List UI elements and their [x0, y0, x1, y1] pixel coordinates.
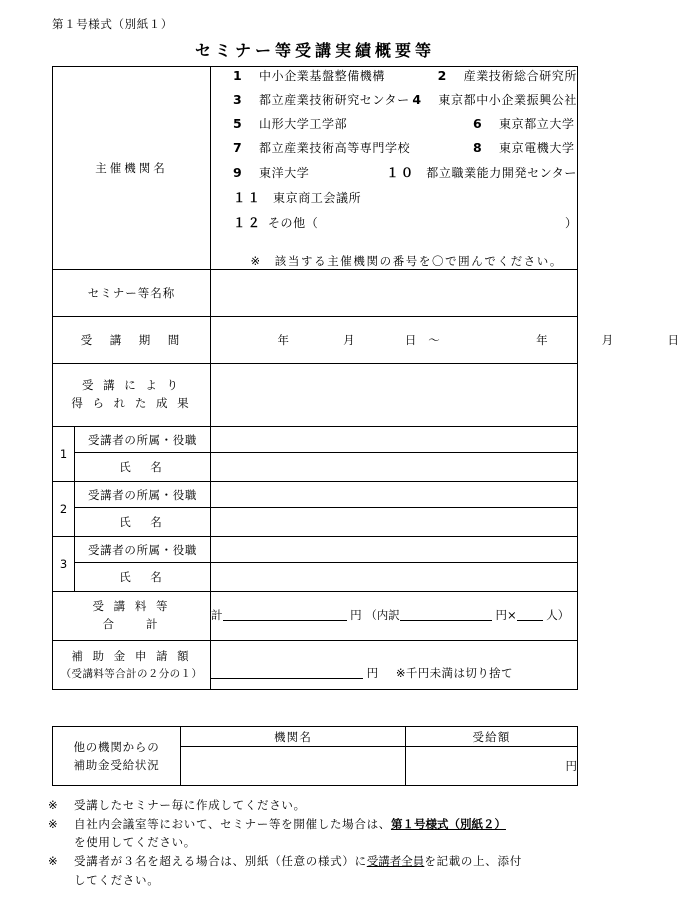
outcome-value[interactable]	[211, 364, 578, 427]
organizer-name: 都立職業能力開発センター	[426, 166, 577, 180]
participant-1-affiliation-value[interactable]	[211, 427, 578, 453]
participant-3-affiliation-value[interactable]	[211, 537, 578, 563]
footnote-3-emphasis: 受講者全員	[366, 853, 425, 868]
period-value[interactable]	[211, 317, 679, 364]
participant-1-name-value[interactable]	[211, 453, 578, 482]
organizer-row	[233, 139, 577, 156]
participant-3-name-label: 氏 名	[75, 563, 211, 592]
fee-label-line1: 受 講 料 等	[92, 599, 171, 614]
main-form-table	[52, 66, 679, 690]
organizer-option-9[interactable]	[233, 164, 386, 181]
footnote-3-text-b: を記載の上、添付	[424, 853, 522, 868]
organizer-number: １０	[386, 165, 416, 180]
participant-2-affiliation-value[interactable]	[211, 482, 578, 508]
footnote-2-emphasis: 第１号様式（別紙２）	[390, 816, 506, 831]
fee-breakdown-open: （内訳	[365, 608, 400, 623]
other-subsidy-col-org-header: 機関名	[181, 727, 406, 747]
organizer-name: 東京電機大学	[499, 141, 575, 155]
other-subsidy-header-row	[53, 727, 578, 747]
organizer-name: 都立産業技術研究センター	[259, 93, 410, 107]
organizer-row	[233, 115, 577, 132]
period-label: 受 講 期 間	[53, 317, 211, 364]
organizer-number: 2	[437, 68, 449, 83]
organizer-number: 8	[473, 140, 484, 155]
other-subsidy-label	[53, 727, 181, 786]
outcome-label-line2: 得 ら れ た 成 果	[71, 396, 192, 410]
subsidy-value-cell[interactable]	[211, 641, 578, 690]
other-subsidy-org-value[interactable]	[181, 747, 406, 786]
outcome-label-line1: 受 講 に よ り	[81, 378, 182, 393]
organizer-options-cell	[211, 67, 578, 270]
fee-label-line2: 合 計	[102, 617, 161, 631]
seminar-name-label: セミナー等名称	[53, 270, 211, 317]
fee-total-input[interactable]	[223, 607, 347, 621]
document-title: セミナー等受講実績概要等	[194, 41, 435, 60]
organizer-name: 山形大学工学部	[259, 117, 348, 131]
organizer-option-8[interactable]	[473, 139, 575, 156]
organizer-number: 5	[233, 116, 244, 131]
footnote-3-text-a: 受講者が３名を超える場合は、別紙（任意の様式）に	[74, 853, 367, 868]
organizer-name: 産業技術総合研究所	[463, 69, 577, 83]
participant-2-affiliation-label: 受講者の所属・役職	[75, 482, 211, 508]
footnote-mark-icon: ※	[48, 816, 58, 831]
period-day-start: 日	[404, 333, 417, 347]
organizer-option-3[interactable]	[233, 91, 412, 108]
fee-yen-1: 円	[350, 608, 362, 623]
organizer-name: 東京都中小企業振興公社	[438, 93, 577, 107]
organizer-option-11[interactable]	[233, 188, 361, 206]
period-range-separator: ～	[428, 333, 440, 347]
footnote-3	[48, 852, 608, 889]
other-subsidy-label-line1: 他の機関からの	[73, 739, 160, 754]
organizer-option-4[interactable]	[412, 91, 577, 108]
organizer-number: 3	[233, 92, 244, 107]
subsidy-yen: 円	[366, 666, 379, 680]
organizer-name: 都立産業技術高等専門学校	[259, 141, 411, 155]
participant-2-name-value[interactable]	[211, 508, 578, 537]
organizer-number: １１	[233, 190, 263, 205]
table-row-participant-2-affiliation	[53, 482, 578, 508]
table-row-seminar-name	[53, 270, 578, 317]
footnote-2-row	[48, 815, 608, 834]
table-row-outcome	[53, 364, 578, 427]
footnote-2	[48, 815, 608, 852]
subsidy-amount-input[interactable]	[211, 665, 363, 679]
organizer-row	[233, 188, 577, 206]
organizer-number: 7	[233, 140, 244, 155]
table-row-participant-1-name	[53, 453, 578, 482]
footnote-2-text: 自社内会議室等において、セミナー等を開催した場合は、	[74, 816, 391, 831]
organizer-instruction-note: ※ 該当する主催機関の番号を〇で囲んでください。	[250, 254, 563, 268]
participant-1-name-label: 氏 名	[75, 453, 211, 482]
organizer-option-2[interactable]	[438, 67, 577, 84]
organizer-number: 9	[233, 165, 244, 180]
period-month-end: 月	[601, 333, 614, 347]
other-subsidy-amount-value[interactable]: 円	[406, 747, 578, 786]
period-year-end: 年	[536, 333, 548, 347]
period-year-start: 年	[277, 333, 289, 347]
organizer-label: 主催機関名	[53, 67, 211, 270]
organizer-number: １２	[233, 215, 263, 230]
fee-label	[53, 592, 211, 641]
footnote-mark-icon: ※	[48, 798, 58, 812]
subsidy-label-line1: 補 助 金 申 請 額	[71, 648, 192, 663]
organizer-option-7[interactable]	[233, 139, 473, 156]
organizer-name: 中小企業基盤整備機構	[259, 69, 386, 83]
organizer-row	[233, 67, 577, 84]
organizer-option-10[interactable]	[386, 163, 577, 181]
other-subsidy-label-line2: 補助金受給状況	[73, 758, 160, 772]
organizer-row	[233, 91, 577, 108]
organizer-name: 東京都立大学	[499, 117, 575, 131]
organizer-other-close-paren: ）	[564, 216, 577, 230]
other-subsidy-table	[52, 726, 578, 786]
subsidy-amount-line	[211, 665, 577, 681]
organizer-number: 1	[233, 68, 244, 83]
table-row-subsidy-application	[53, 641, 578, 690]
footnote-1-row	[48, 796, 608, 815]
table-row-organizer	[53, 67, 578, 270]
subsidy-label-line2: （受講料等合計の２分の１）	[60, 667, 203, 680]
participant-1-affiliation-label: 受講者の所属・役職	[75, 427, 211, 453]
participant-2-name-label: 氏 名	[75, 508, 211, 537]
organizer-name: 東京商工会議所	[273, 191, 362, 205]
organizer-option-1[interactable]	[233, 67, 438, 84]
fee-unit-price-input[interactable]	[400, 607, 492, 621]
organizer-option-12[interactable]	[233, 213, 577, 231]
outcome-label	[53, 364, 211, 427]
fee-yen-2: 円×	[495, 608, 517, 623]
period-month-start: 月	[343, 333, 355, 347]
table-row-participant-1-affiliation	[53, 427, 578, 453]
table-row-participant-3-affiliation	[53, 537, 578, 563]
participant-3-number: 3	[53, 537, 75, 592]
subsidy-label	[53, 641, 211, 690]
participant-3-name-value[interactable]	[211, 563, 578, 592]
fee-people-count-input[interactable]	[517, 607, 543, 621]
footnote-3-continuation: してください。	[74, 872, 160, 887]
table-row-participant-2-name	[53, 508, 578, 537]
footnotes	[48, 796, 608, 889]
footnote-2-continuation: を使用してください。	[74, 835, 196, 850]
participant-1-number: 1	[53, 427, 75, 482]
subsidy-rounding-note: ※千円未満は切り捨て	[395, 666, 513, 680]
fee-value-cell[interactable]	[211, 592, 578, 641]
organizer-name: その他（	[267, 216, 319, 230]
fee-total-prefix: 計	[211, 608, 223, 623]
footnote-1	[48, 796, 608, 815]
table-row-period	[53, 317, 578, 364]
organizer-options-list	[211, 67, 577, 269]
organizer-option-5[interactable]	[233, 115, 473, 132]
participant-2-number: 2	[53, 482, 75, 537]
form-number: 第１号様式（別紙１）	[52, 17, 173, 31]
organizer-name: 東洋大学	[259, 166, 310, 180]
participant-3-affiliation-label: 受講者の所属・役職	[75, 537, 211, 563]
organizer-number: 6	[473, 116, 484, 131]
other-subsidy-col-amount-header: 受給額	[406, 727, 578, 747]
organizer-option-6[interactable]	[473, 115, 575, 132]
footnote-1-text: 受講したセミナー毎に作成してください。	[74, 798, 306, 812]
fee-people-unit: 人）	[546, 608, 570, 623]
organizer-row	[233, 163, 577, 181]
table-row-participant-3-name	[53, 563, 578, 592]
table-row-fee-total	[53, 592, 578, 641]
organizer-number: 4	[412, 92, 424, 107]
footnote-3-row	[48, 852, 608, 871]
period-day-end: 日	[667, 333, 679, 347]
seminar-name-value[interactable]	[211, 270, 578, 317]
footnote-mark-icon: ※	[48, 853, 58, 868]
